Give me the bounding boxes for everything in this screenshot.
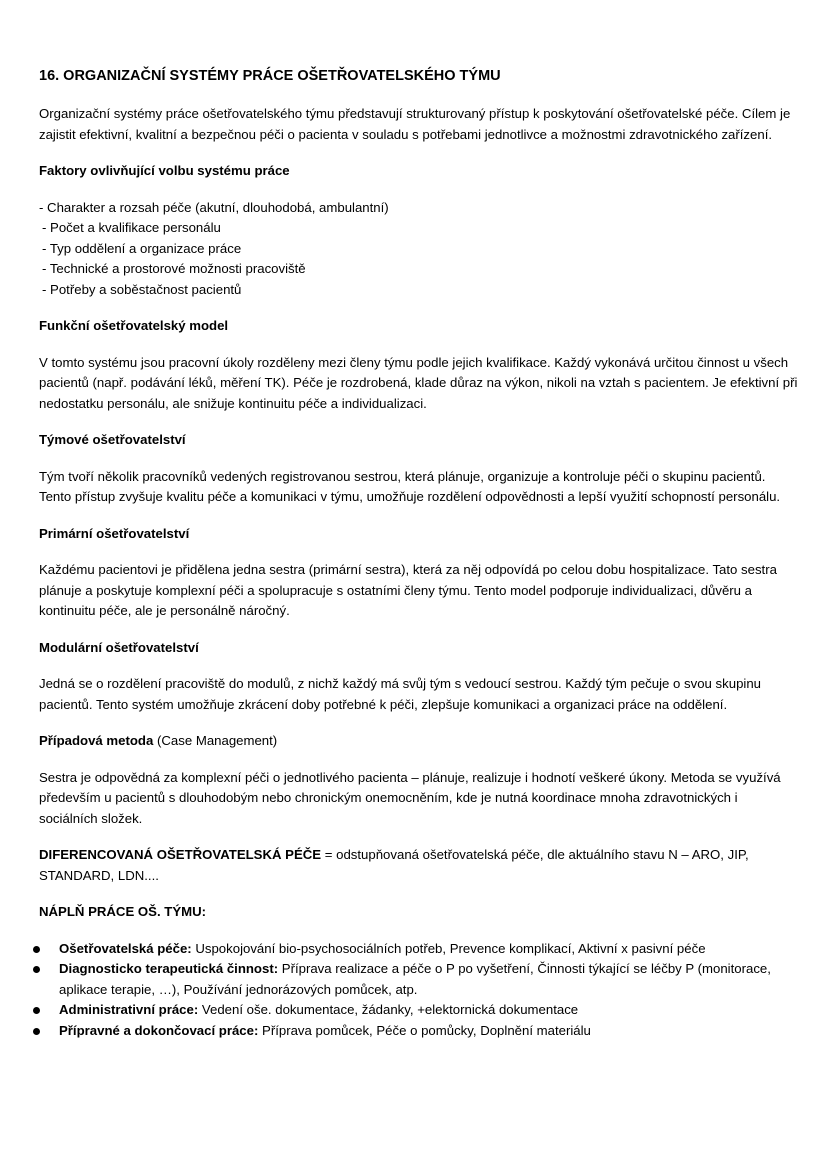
list-item bbox=[39, 1021, 799, 1042]
differentiated-text: = odstupňovaná ošetřovatelská péče, dle aktuálního stavu N – ARO, JIP, STANDARD, LDN.... bbox=[39, 847, 749, 883]
list-item bbox=[39, 939, 799, 960]
team-heading: Týmové ošetřovatelství bbox=[39, 432, 186, 447]
duty-term: Ošetřovatelská péče: bbox=[59, 940, 192, 956]
factor-item: - Charakter a rozsah péče (akutní, dlouhodobá, ambulantní) bbox=[39, 199, 389, 215]
intro-paragraph: Organizační systémy práce ošetřovatelského týmu představují strukturovaný přístup k poskytování ošetřovatelské péče. Cílem je zajistit efektivní, kvalitní a bezpečnou péči o pacienta v souladu s potřebami jednotlivce a možnostmi zdravotnického zařízení. bbox=[39, 106, 791, 142]
functional-heading: Funkční ošetřovatelský model bbox=[39, 318, 229, 333]
factors-heading: Faktory ovlivňující volbu systému práce bbox=[39, 163, 290, 178]
duty-text: Vedení oše. dokumentace, žádanky, +elektornická dokumentace bbox=[198, 1002, 579, 1017]
primary-paragraph: Každému pacientovi je přidělena jedna sestra (primární sestra), která za něj odpovídá po celou dobu hospitalizace. Tato sestra plánuje a poskytuje komplexní péči a spolupracuje s ostatními členy týmu. Tento model podporuje individualizaci, důvěru a kontinuitu péče, ale je personálně náročný. bbox=[39, 562, 777, 618]
modular-paragraph: Jedná se o rozdělení pracoviště do modulů, z nichž každý má svůj tým s vedoucí sestrou. Každý tým pečuje o svou skupinu pacientů. Tento systém umožňuje zkrácení doby potřebné k péči, zlepšuje komunikaci a organizaci práce na oddělení. bbox=[39, 676, 762, 712]
factor-item: - Typ oddělení a organizace práce bbox=[42, 240, 242, 256]
duty-text: Příprava realizace a péče o P po vyšetření, Činnosti týkající se léčby P (monitorace, aplikace terapie, …), Používání jednorázových pomůcek, atp. bbox=[59, 961, 771, 997]
duty-text: Uspokojování bio-psychosociálních potřeb, Prevence komplikací, Aktivní x pasivní péče bbox=[191, 940, 706, 956]
bullet-icon bbox=[33, 966, 40, 973]
differentiated-paragraph bbox=[39, 845, 799, 886]
case-paragraph: Sestra je odpovědná za komplexní péči o jednotlivého pacienta – plánuje, realizuje i hodnotí veškeré úkony. Metoda se využívá především u pacientů s dlouhodobým nebo chronickým onemocněním, kde je nutná koordinace mnoha zdravotnických i sociálních složek. bbox=[39, 769, 781, 826]
primary-heading: Primární ošetřovatelství bbox=[39, 525, 190, 541]
factor-item: - Potřeby a soběstačnost pacientů bbox=[42, 281, 242, 297]
case-heading-term: Případová metoda bbox=[39, 733, 154, 748]
bullet-icon bbox=[33, 1028, 40, 1035]
list-item bbox=[39, 1000, 799, 1021]
document-title: 16. ORGANIZAČNÍ SYSTÉMY PRÁCE OŠETŘOVATELSKÉHO TÝMU bbox=[39, 68, 501, 84]
team-duties-list bbox=[39, 939, 799, 1042]
duty-text: Příprava pomůcek, Péče o pomůcky, Doplnění materiálu bbox=[258, 1022, 591, 1038]
factor-item: - Počet a kvalifikace personálu bbox=[42, 220, 221, 235]
bullet-icon bbox=[33, 946, 40, 953]
case-heading-suffix: (Case Management) bbox=[153, 733, 278, 748]
team-paragraph: Tým tvoří několik pracovníků vedených registrovanou sestrou, která plánuje, organizuje a kontroluje péči o skupinu pacientů. Tento přístup zvyšuje kvalitu péče a komunikaci v týmu, umožňuje rozdělení odpovědnosti a lepší využití schopností personálu. bbox=[39, 468, 781, 504]
functional-paragraph: V tomto systému jsou pracovní úkoly rozděleny mezi členy týmu podle jejich kvalifikace. Každý vykonává určitou činnost u všech pacientů (např. podávání léků, měření TK). Péče je rozdrobená, klade důraz na výkon, nikoli na vztah s pacientem. Je efektivní při nedostatku personálu, ale snižuje kontinuitu péče a individualizaci. bbox=[39, 354, 798, 411]
bullet-icon bbox=[33, 1007, 40, 1014]
factor-item: - Technické a prostorové možnosti pracoviště bbox=[42, 261, 306, 276]
duty-term: Diagnosticko terapeutická činnost: bbox=[59, 961, 279, 976]
team-duties-heading: NÁPLŇ PRÁCE OŠ. TÝMU: bbox=[39, 904, 207, 919]
modular-heading: Modulární ošetřovatelství bbox=[39, 639, 199, 655]
differentiated-term: DIFERENCOVANÁ OŠETŘOVATELSKÁ PÉČE bbox=[39, 847, 322, 862]
case-heading bbox=[39, 731, 799, 752]
list-item bbox=[39, 959, 799, 1000]
factors-list bbox=[39, 198, 799, 301]
duty-term: Přípravné a dokončovací práce: bbox=[59, 1022, 259, 1038]
document-page bbox=[39, 66, 799, 1041]
duty-term: Administrativní práce: bbox=[59, 1002, 199, 1017]
